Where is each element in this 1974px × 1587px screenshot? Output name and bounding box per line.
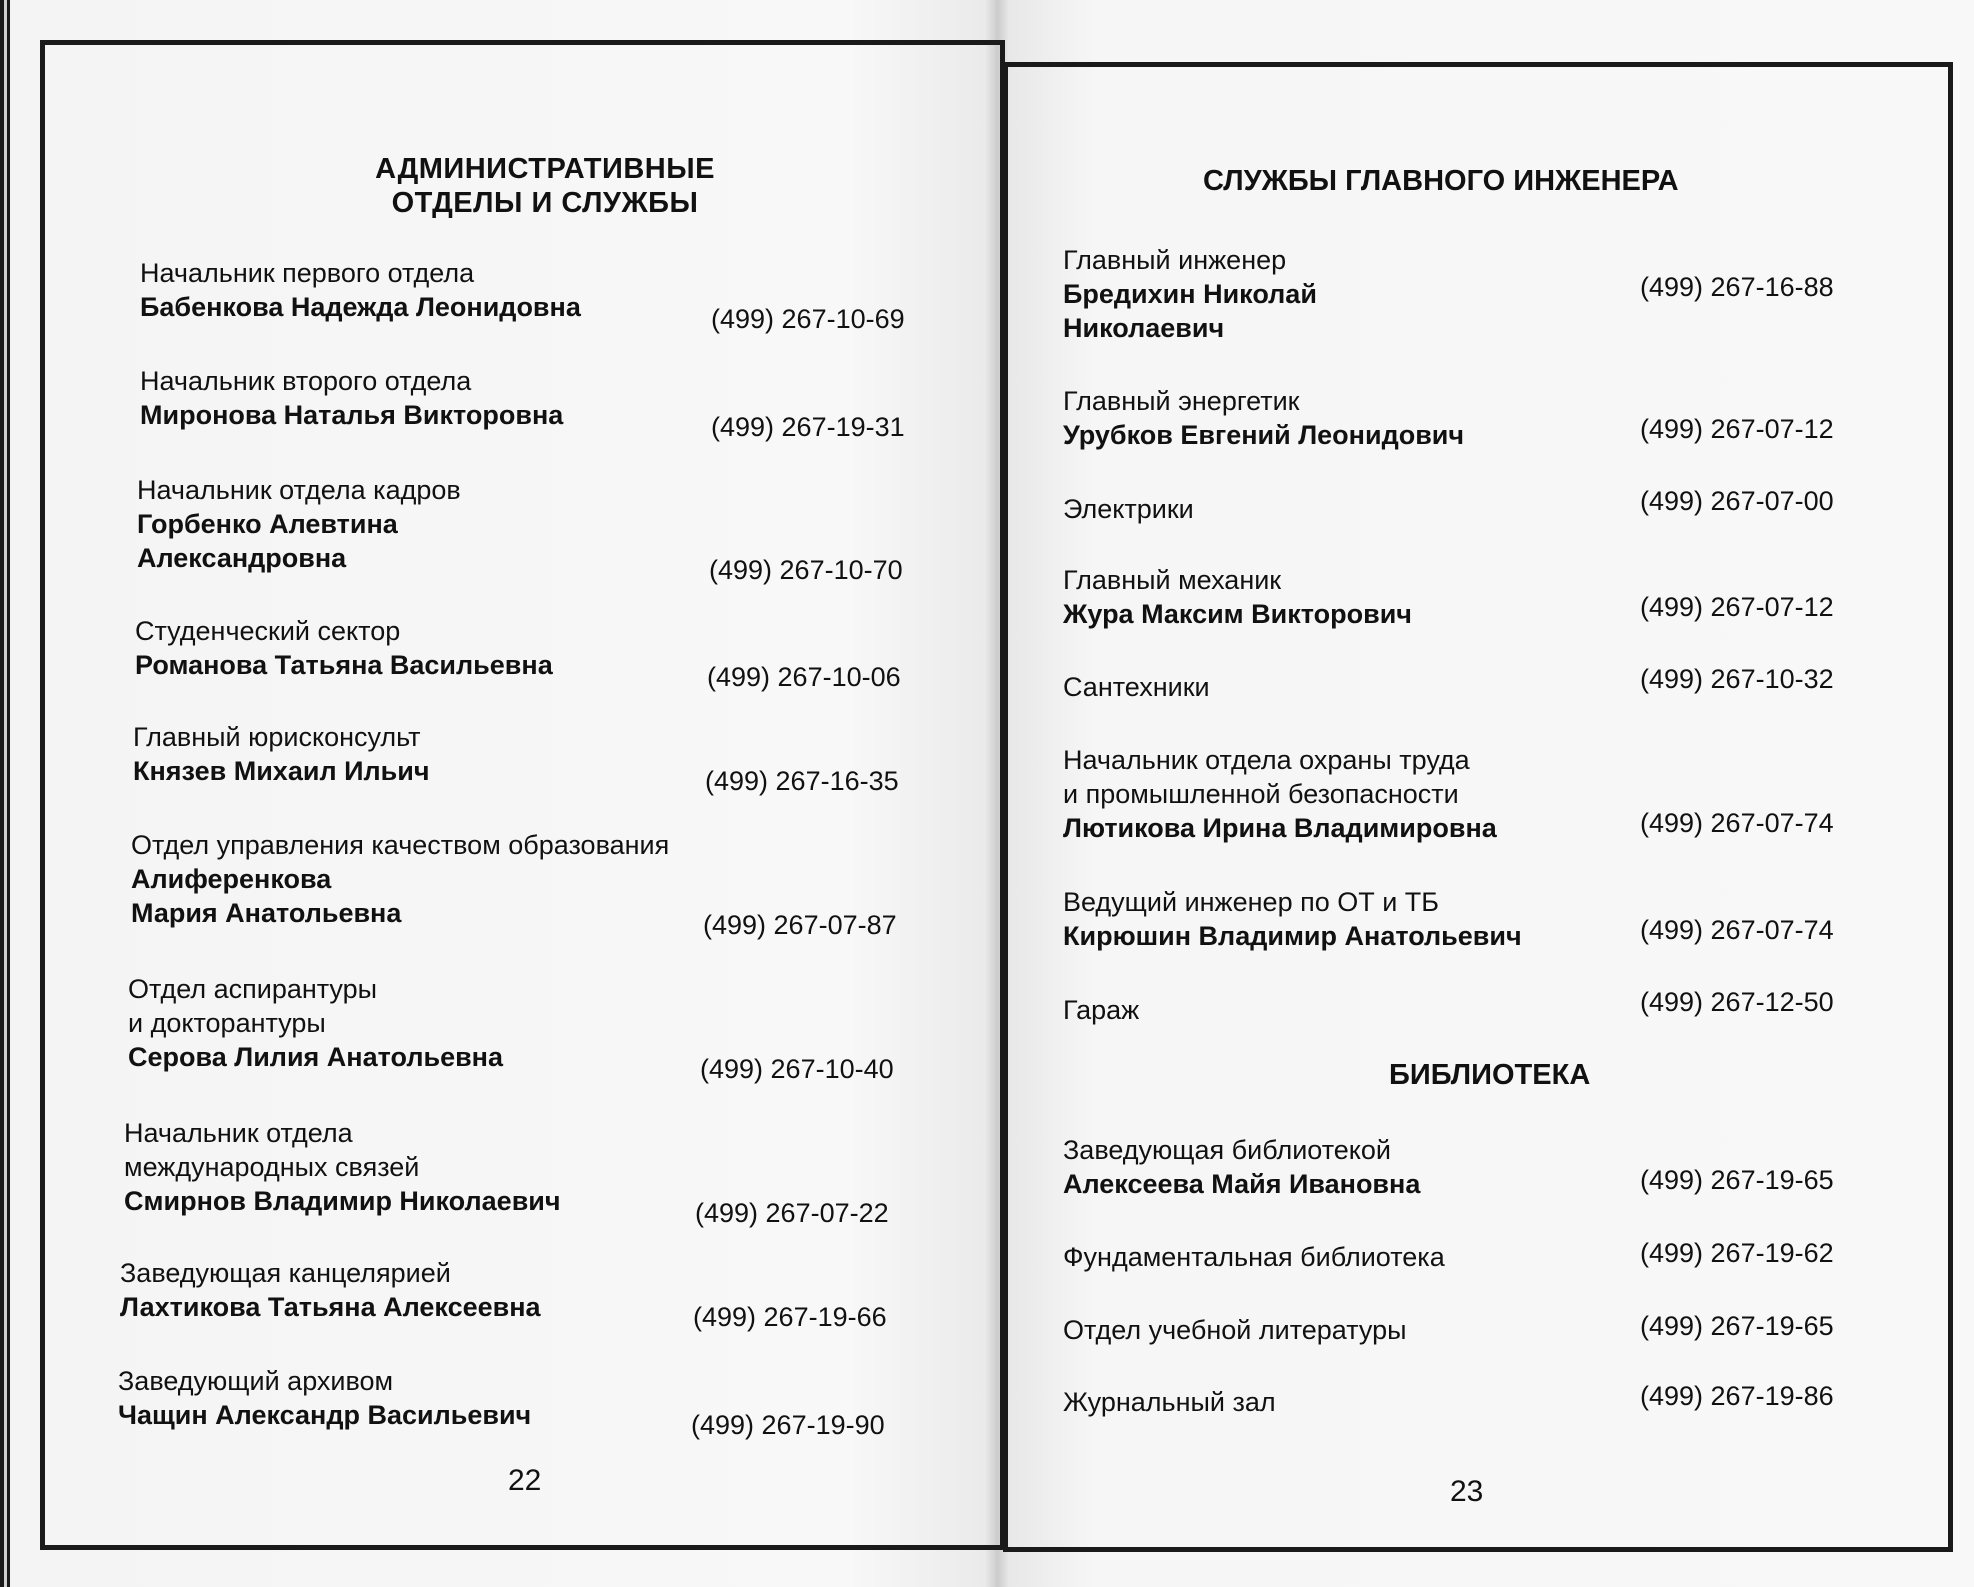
phone-number: (499) 267-19-62	[1640, 1238, 1834, 1268]
directory-entry: Заведующая библиотекой Алексеева Майя Ивановна	[1063, 1135, 1421, 1199]
directory-entry: Гараж	[1063, 995, 1140, 1025]
directory-entry: Заведующая канцелярией Лахтикова Татьяна Алексеевна	[120, 1258, 541, 1322]
page-number: 22	[508, 1464, 542, 1497]
directory-entry: Отдел учебной литературы	[1063, 1315, 1407, 1345]
directory-entry: Электрики	[1063, 494, 1194, 524]
phone-number: (499) 267-07-12	[1640, 414, 1834, 444]
directory-entry: Начальник отдела охраны труда и промышленной безопасности Лютикова Ирина Владимировна	[1063, 745, 1497, 843]
directory-entry: Ведущий инженер по ОТ и ТБ Кирюшин Владимир Анатольевич	[1063, 887, 1522, 951]
scan-edge	[0, 0, 12, 1587]
phone-number: (499) 267-19-65	[1640, 1165, 1834, 1195]
phone-number: (499) 267-07-22	[695, 1198, 889, 1228]
phone-number: (499) 267-10-70	[709, 555, 903, 585]
phone-number: (499) 267-07-74	[1640, 915, 1834, 945]
directory-entry: Начальник отдела международных связей Смирнов Владимир Николаевич	[124, 1118, 561, 1216]
phone-number: (499) 267-19-90	[691, 1410, 885, 1440]
directory-entry: Сантехники	[1063, 672, 1210, 702]
left-page-title: АДМИНИСТРАТИВНЫЕ ОТДЕЛЫ И СЛУЖБЫ	[375, 153, 715, 219]
phone-number: (499) 267-07-00	[1640, 486, 1834, 516]
directory-entry: Начальник второго отдела Миронова Наталья Викторовна	[140, 366, 564, 430]
phone-number: (499) 267-07-87	[703, 910, 897, 940]
phone-number: (499) 267-19-66	[693, 1302, 887, 1332]
directory-entry: Главный юрисконсульт Князев Михаил Ильич	[133, 722, 430, 786]
phone-number: (499) 267-19-65	[1640, 1311, 1834, 1341]
directory-entry: Фундаментальная библиотека	[1063, 1242, 1445, 1272]
directory-entry: Главный инженер Бредихин Николай Николаевич	[1063, 245, 1317, 343]
phone-number: (499) 267-19-86	[1640, 1381, 1834, 1411]
phone-number: (499) 267-10-32	[1640, 664, 1834, 694]
phone-number: (499) 267-12-50	[1640, 987, 1834, 1017]
phone-number: (499) 267-07-12	[1640, 592, 1834, 622]
directory-entry: Студенческий сектор Романова Татьяна Васильевна	[135, 616, 553, 680]
directory-entry: Главный механик Жура Максим Викторович	[1063, 565, 1412, 629]
directory-entry: Начальник отдела кадров Горбенко Алевтина Александровна	[137, 475, 461, 573]
directory-entry: Отдел управления качеством образования Алиференкова Мария Анатольевна	[131, 830, 670, 928]
library-section-title: БИБЛИОТЕКА	[1389, 1059, 1591, 1091]
directory-entry: Начальник первого отдела Бабенкова Надежда Леонидовна	[140, 258, 581, 322]
phone-number: (499) 267-16-35	[705, 766, 899, 796]
directory-entry: Отдел аспирантуры и докторантуры Серова Лилия Анатольевна	[128, 974, 504, 1072]
directory-entry: Журнальный зал	[1063, 1387, 1276, 1417]
phone-number: (499) 267-10-40	[700, 1054, 894, 1084]
right-page-title: СЛУЖБЫ ГЛАВНОГО ИНЖЕНЕРА	[1203, 165, 1679, 197]
directory-entry: Главный энергетик Урубков Евгений Леонидович	[1063, 386, 1465, 450]
phone-number: (499) 267-19-31	[711, 412, 905, 442]
page-number: 23	[1450, 1475, 1484, 1508]
directory-entry: Заведующий архивом Чащин Александр Васильевич	[118, 1366, 532, 1430]
phone-number: (499) 267-10-06	[707, 662, 901, 692]
phone-number: (499) 267-10-69	[711, 304, 905, 334]
phone-number: (499) 267-07-74	[1640, 808, 1834, 838]
phone-number: (499) 267-16-88	[1640, 272, 1834, 302]
